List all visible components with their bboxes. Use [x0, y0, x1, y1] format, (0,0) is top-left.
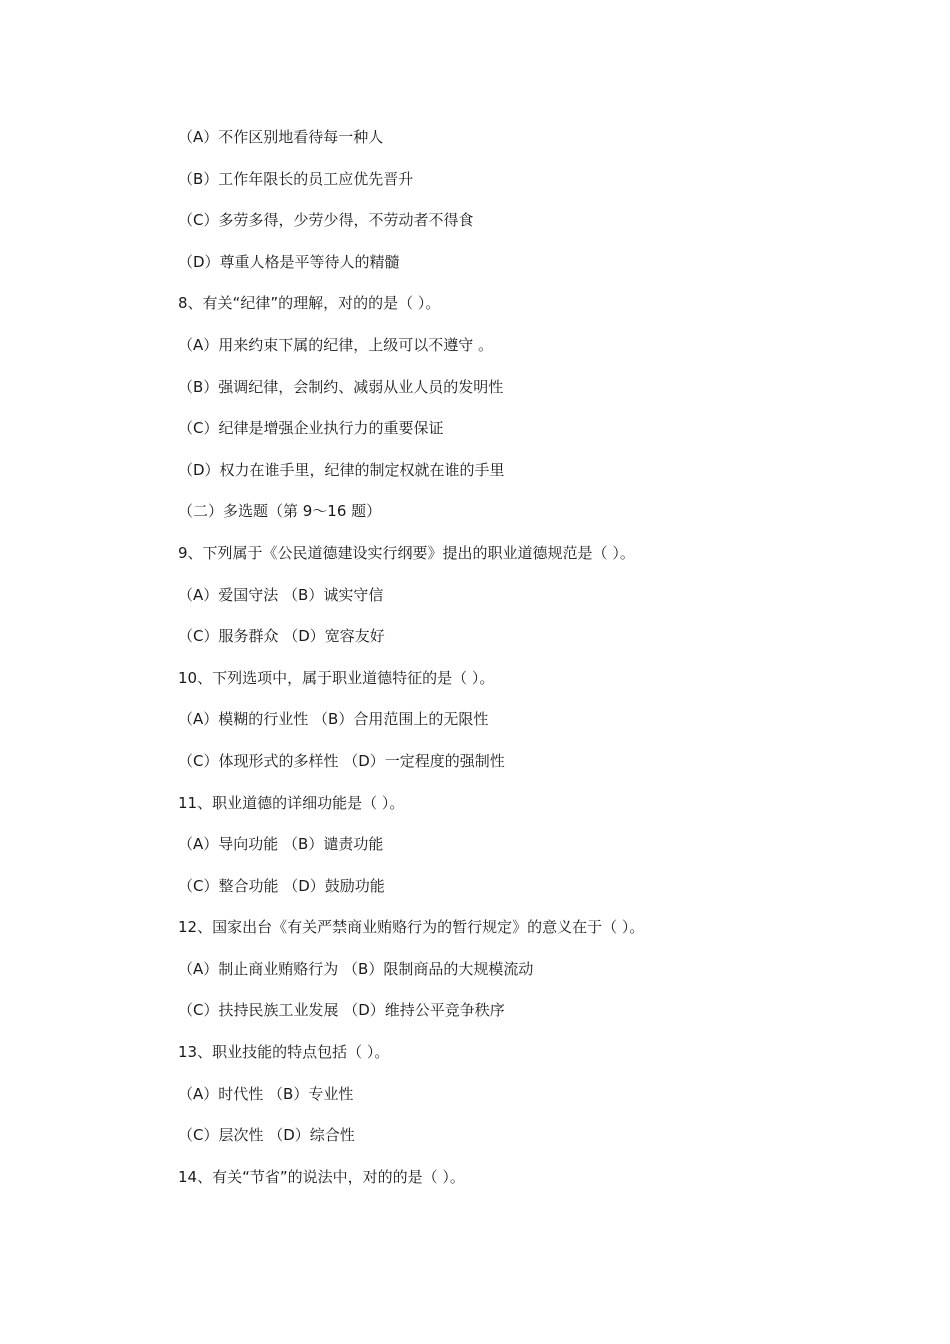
option-line: （C）整合功能 （D）鼓励功能 — [178, 876, 385, 895]
question-11: 11、职业道德的详细功能是（ ）。 — [178, 793, 405, 812]
option-line: （A）用来约束下属的纪律，上级可以不遵守 。 — [178, 335, 494, 354]
option-line: （C）层次性 （D）综合性 — [178, 1126, 355, 1145]
question-10: 10、下列选项中，属于职业道德特征的是（ ）。 — [178, 668, 495, 687]
question-12: 12、国家出台《有关严禁商业贿赂行为的暂行规定》的意义在于（ ）。 — [178, 918, 645, 937]
question-9: 9、下列属于《公民道德建设实行纲要》提出的职业道德规范是（ ）。 — [178, 543, 635, 562]
option-line: （C）服务群众 （D）宽容友好 — [178, 627, 385, 646]
option-line: （A）不作区别地看待每一种人 — [178, 128, 384, 146]
option-line: （A）制止商业贿赂行为 （B）限制商品的大规模流动 — [178, 959, 534, 978]
option-line: （B）工作年限长的员工应优先晋升 — [178, 169, 414, 188]
option-line: （D）权力在谁手里，纪律的制定权就在谁的手里 — [178, 460, 505, 479]
option-line: （C）纪律是增强企业执行力的重要保证 — [178, 419, 444, 438]
option-line: （A）爱国守法 （B）诚实守信 — [178, 585, 384, 604]
option-line: （C）体现形式的多样性 （D）一定程度的强制性 — [178, 751, 505, 770]
option-line: （C）多劳多得，少劳少得，不劳动者不得食 — [178, 211, 474, 230]
option-line: （B）强调纪律，会制约、减弱从业人员的发明性 — [178, 377, 504, 396]
option-line: （D）尊重人格是平等待人的精髓 — [178, 252, 400, 271]
section-heading: （二）多选题（第 9～16 题） — [178, 502, 382, 521]
option-line: （A）导向功能 （B）谴责功能 — [178, 835, 384, 854]
question-8: 8、有关“纪律”的理解，对的的是（ ）。 — [178, 294, 441, 313]
option-line: （A）时代性 （B）专业性 — [178, 1084, 354, 1103]
option-line: （C）扶持民族工业发展 （D）维持公平竞争秩序 — [178, 1001, 505, 1020]
question-list — [178, 124, 878, 1205]
question-14: 14、有关“节省”的说法中，对的的是（ ）。 — [178, 1167, 465, 1186]
question-13: 13、职业技能的特点包括（ ）。 — [178, 1043, 390, 1062]
option-line: （A）模糊的行业性 （B）合用范围上的无限性 — [178, 710, 489, 729]
